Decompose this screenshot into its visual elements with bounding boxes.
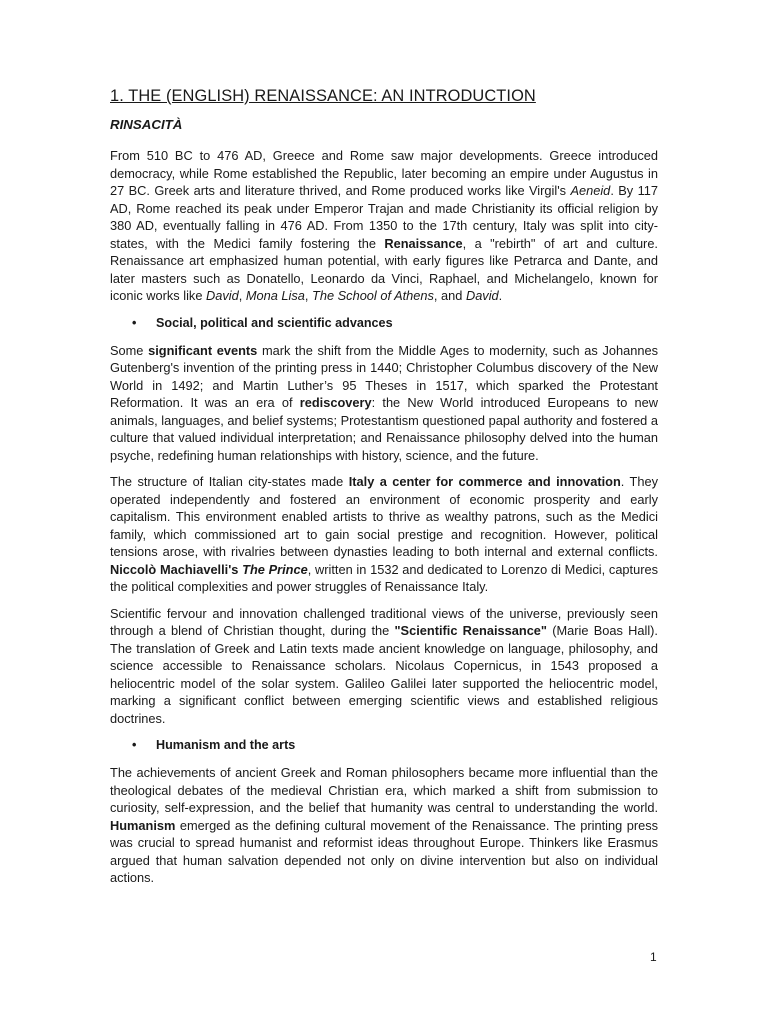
mona-lisa-italic: Mona Lisa — [245, 288, 305, 303]
aeneid-italic: Aeneid — [570, 183, 611, 198]
section-subtitle: RINSACITÀ — [110, 117, 183, 132]
rediscovery-bold: rediscovery — [299, 395, 372, 410]
document-page — [110, 86, 658, 896]
text-span: , — [238, 288, 246, 303]
page-title: 1. THE (ENGLISH) RENAISSANCE: AN INTRODUCTION — [110, 87, 536, 105]
bullet-icon: • — [132, 315, 137, 330]
events-paragraph — [110, 342, 658, 465]
bullet-label: Humanism and the arts — [156, 738, 296, 752]
text-span: From 510 BC to 476 AD, Greece and Rome saw major developments. Greece introduced democracy, while Rome established the Republic, later becoming an empire under Augustus in 27 BC. Greek arts and literature thrived, and Rome produced works like Virgil's — [110, 148, 658, 198]
renaissance-bold: Renaissance — [384, 235, 463, 251]
bullet-label: Social, political and scientific advances — [156, 315, 393, 330]
david-italic: David — [206, 288, 239, 303]
text-span: The structure of Italian city-states made — [110, 474, 349, 489]
scientific-paragraph — [110, 605, 658, 728]
text-span: , written in 1532 and dedicated to Lorenzo di Medici, captures the political complexities and power struggles of Renaissance Italy. — [110, 561, 659, 594]
text-span: emerged as the defining cultural movement of the Renaissance. The printing press was crucial to spread humanist and reformist ideas throughout Europe. Thinkers like Erasmus argued that human salvation depended not only on divine intervention but also on individual actions. — [110, 817, 658, 885]
page-number: 1 — [650, 950, 657, 964]
text-span: Scientific fervour and innovation challenged traditional views of the universe, previously seen through a blend of Christian thought, during the — [110, 605, 658, 638]
humanism-bold: Humanism — [110, 817, 176, 833]
text-span: : the New World introduced Europeans to new animals, languages, and belief systems; Protestantism questioned papal authority and fostered a culture that valued individual interpretation; and Renaissance philosophy delved into the human psyche, redefining human relationships with history, science, and the future. — [110, 395, 659, 463]
text-span: . By 117 AD, Rome reached its peak under Emperor Trajan and made Christianity its official religion by 380 AD, eventually falling in 476 AD. From 1350 to the 17th century, Italy was split into city-states, with the Medici family fostering the — [110, 183, 658, 251]
significant-events-bold: significant events — [148, 342, 258, 358]
text-span: Some — [110, 342, 149, 358]
machiavelli-bold: Niccolò Machiavelli's — [110, 561, 243, 577]
the-prince-bold-italic: The Prince — [242, 561, 308, 577]
text-span: . They operated independently and fostered an environment of economic prosperity and early capitalism. This environment enabled artists to thrive as wealthy patrons, such as the Medici family, which commissioned art to gain social prestige and recognition. However, political tensions arose, with rivalries between dynasties leading to both internal and external conflicts. — [110, 474, 658, 559]
text-span: , — [304, 288, 313, 303]
school-of-athens-italic: The School of Athens — [312, 288, 434, 303]
italy-center-bold: Italy a center for commerce and innovation — [348, 474, 621, 489]
text-span: , and — [433, 288, 466, 303]
humanism-paragraph — [110, 764, 658, 887]
bullet-icon: • — [132, 738, 137, 752]
david-italic: David — [465, 288, 499, 303]
text-span: The achievements of ancient Greek and Roman philosophers became more influential than the theological debates of the medieval Christian era, which marked a shift from submission to curiosity, self-expression, and the belief that humanity was central to understanding the world. — [110, 765, 658, 815]
text-span: mark the shift from the Middle Ages to modernity, such as Johannes Gutenberg's invention of the printing press in 1440; Christopher Columbus discovery of the New World in 1492; and Martin Luther’s 95 Theses in 1517, which sparked the Protestant Reformation. It was an era of — [110, 342, 658, 410]
text-span: (Marie Boas Hall). The translation of Greek and Latin texts made ancient knowledge on language, philosophy, and science accessible to Renaissance scholars. Nicolaus Copernicus, in 1543 proposed a heliocentric model of the solar system. Galileo Galilei later supported the heliocentric model, marking a significant conflict between emerging scientific views and established religious doctrines. — [110, 623, 658, 726]
scientific-renaissance-bold: "Scientific Renaissance" — [394, 623, 547, 638]
intro-paragraph — [110, 147, 658, 305]
city-states-paragraph — [110, 473, 658, 596]
text-span: , a "rebirth" of art and culture. Renaissance art emphasized human potential, with early figures like Petrarca and Dante, and later masters such as Donatello, Leonardo da Vinci, Raphael, and Michelangelo, known for iconic works like — [110, 235, 658, 303]
bullet-heading — [110, 736, 658, 754]
text-span: . — [498, 288, 503, 303]
bullet-heading — [110, 314, 658, 332]
